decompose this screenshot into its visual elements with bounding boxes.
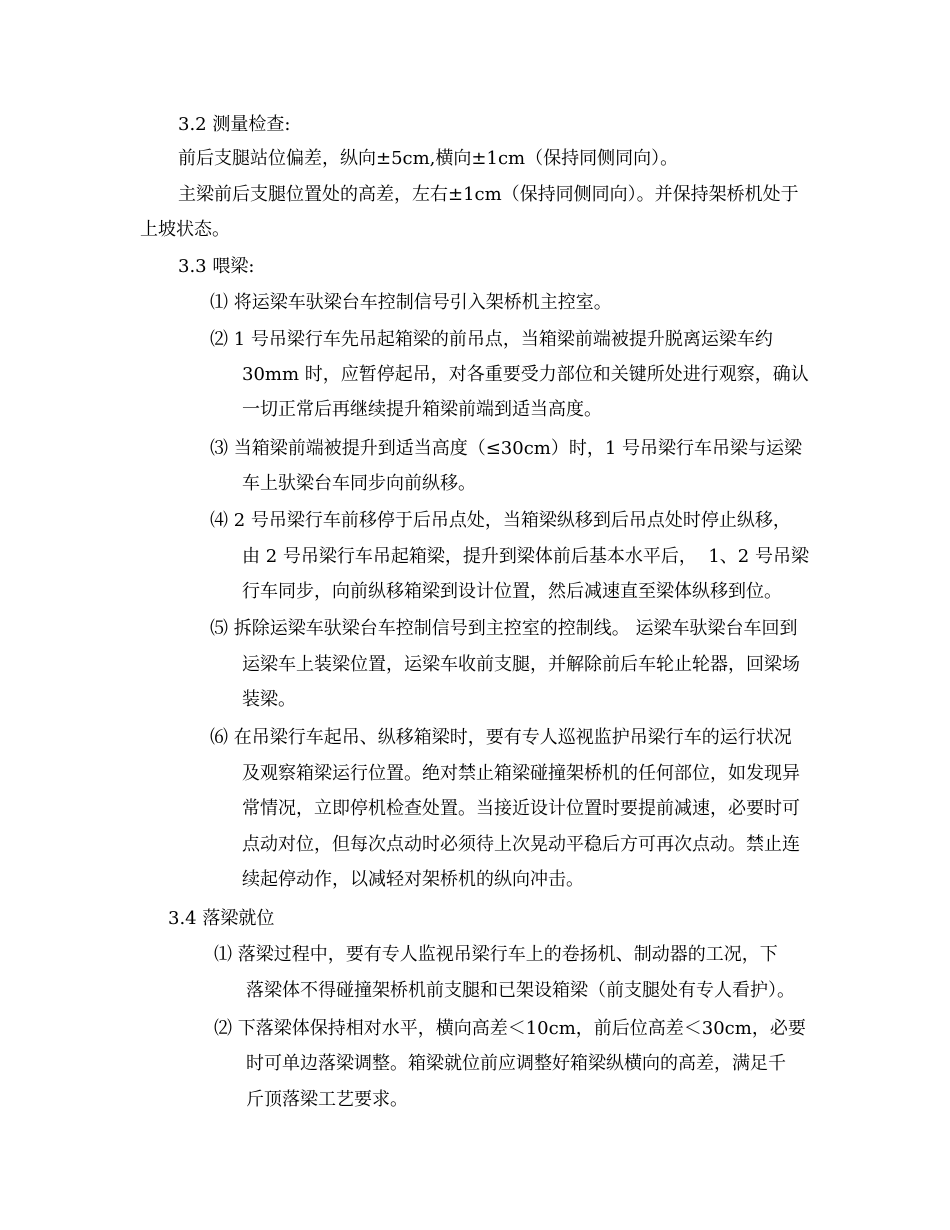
feed-item-2-line2: 30mm 时，应暂停起吊，对各重要受力部位和关键所处进行观察，确认 <box>242 364 809 385</box>
feed-item-3-line2: 车上驮梁台车同步向前纵移。 <box>242 473 476 494</box>
feed-item-6-line5: 续起停动作，以减轻对架桥机的纵向冲击。 <box>242 869 584 890</box>
drop-item-2-line2: 时可单边落梁调整。箱梁就位前应调整好箱梁纵横向的高差，满足千 <box>246 1053 786 1074</box>
paragraph-height-diff-line2: 上坡状态。 <box>140 219 230 240</box>
drop-item-2-line3: 斤顶落梁工艺要求。 <box>246 1089 408 1110</box>
feed-item-4-line1: ⑷ 2 号吊梁行车前移停于后吊点处，当箱梁纵移到后吊点处时停止纵移， <box>210 510 791 531</box>
paragraph-height-diff-line1: 主梁前后支腿位置处的高差，左右±1cm（保持同侧同向）。并保持架桥机处于 <box>178 184 799 205</box>
paragraph-leg-deviation: 前后支腿站位偏差，纵向±5cm,横向±1cm（保持同侧同向）。 <box>178 148 679 169</box>
section-3-3-heading: 3.3 喂梁: <box>178 256 255 277</box>
drop-item-1-line1: ⑴ 落梁过程中，要有专人监视吊梁行车上的卷扬机、制动器的工况，下 <box>214 944 778 965</box>
section-3-4-heading: 3.4 落梁就位 <box>168 908 275 929</box>
feed-item-6-line3: 常情况，立即停机检查处置。当接近设计位置时要提前减速，必要时可 <box>242 798 800 819</box>
feed-item-3-line1: ⑶ 当箱梁前端被提升到适当高度（≤30cm）时，1 号吊梁行车吊梁与运梁 <box>210 438 803 459</box>
feed-item-6-line4: 点动对位，但每次点动时必须待上次晃动平稳后方可再次点动。禁止连 <box>242 834 800 855</box>
feed-item-5-line2: 运梁车上装梁位置，运梁车收前支腿，并解除前后车轮止轮器，回梁场 <box>242 654 800 675</box>
drop-item-2-line1: ⑵ 下落梁体保持相对水平，横向高差＜10cm，前后位高差＜30cm，必要 <box>214 1018 806 1039</box>
feed-item-2-line1: ⑵ 1 号吊梁行车先吊起箱梁的前吊点，当箱梁前端被提升脱离运梁车约 <box>210 329 773 350</box>
feed-item-2-line3: 一切正常后再继续提升箱梁前端到适当高度。 <box>242 399 602 420</box>
feed-item-4-line2: 由 2 号吊梁行车吊起箱梁，提升到梁体前后基本水平后， 1、2 号吊梁 <box>242 546 809 567</box>
feed-item-6-line1: ⑹ 在吊梁行车起吊、纵移箱梁时，要有专人巡视监护吊梁行车的运行状况 <box>210 727 792 748</box>
feed-item-6-line2: 及观察箱梁运行位置。绝对禁止箱梁碰撞架桥机的任何部位，如发现异 <box>242 763 800 784</box>
section-3-2-heading: 3.2 测量检查: <box>178 114 291 135</box>
feed-item-4-line3: 行车同步，向前纵移箱梁到设计位置，然后减速直至梁体纵移到位。 <box>242 581 782 602</box>
feed-item-5-line3: 装梁。 <box>242 689 296 710</box>
drop-item-1-line2: 落梁体不得碰撞架桥机前支腿和已架设箱梁（前支腿处有专人看护）。 <box>246 980 795 1001</box>
feed-item-5-line1: ⑸ 拆除运梁车驮梁台车控制信号到主控室的控制线。 运梁车驮梁台车回到 <box>210 618 798 639</box>
feed-item-1: ⑴ 将运梁车驮梁台车控制信号引入架桥机主控室。 <box>210 292 612 313</box>
